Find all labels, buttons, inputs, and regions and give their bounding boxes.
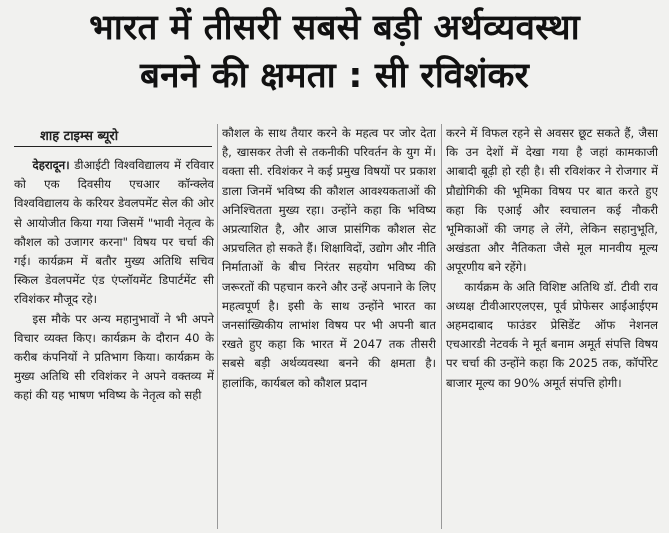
dateline: देहरादून। [32,158,70,172]
column-1-paragraph-2: इस मौके पर अन्य महानुभावों ने भी अपने विचार व्यक्त किए। कार्यक्रम के दौरान 40 के करीब कंपनियों ने प्रतिभाग किया। कार्यक्रम के मुख्य अतिथि सी रविशंकर ने अपने वक्तव्य में कहां की यह भाषण भविष्य के नेतृत्व को सही [14,311,214,403]
article-column-2 [222,124,436,531]
article-column-1 [14,156,214,531]
column-3-paragraph-2: कार्यक्रम के अति विशिष्ट अतिथि डॉ. टीवी राव अध्यक्ष टीवीआरएलएस, पूर्व प्रोफेसर आईआईएम अहमदाबाद फाउंडर प्रेसिडेंट ऑफ नेशनल एचआरडी नेटवर्क ने मूर्त बनाम अमूर्त संपत्ति विषय पर चर्चा की उन्होंने कहा कि 2025 तक, कॉर्पोरेट बाजार मूल्य का 90% अमूर्त संपत्ति होगी। [446,279,658,390]
column-1-paragraph-1 [14,156,214,310]
column-divider-1 [217,124,218,529]
column-1-paragraph-1-text: डीआईटी विश्वविद्यालय में रविवार को एक दिवसीय एचआर कॉन्क्लेव विश्वविद्यालय के करियर डेवलपमेंट सेल की ओर से आयोजीत किया गया जिसमें "भावी नेतृत्व के कौशल को उजागर करना" विषय पर चर्चा की गई। कार्यक्रम में बतौर मुख्य अतिथि सचिव स्किल डेवलपमेंट एंड एंप्लॉयमेंट डिपार्टमेंट सी रविशंकर मौजूद रहे। [14,158,214,307]
headline-line-2: बनने की क्षमता : सी रविशंकर [139,56,530,96]
column-2-paragraph-1: कौशल के साथ तैयार करने के महत्व पर जोर देता है, खासकर तेजी से तकनीकी परिवर्तन के युग में। वक्ता सी. रविशंकर ने कई प्रमुख विषयों पर प्रकाश डाला जिनमें भविष्य की कौशल आवश्यकताओं की अनिश्चितता मुख्य रहा। उन्होंने कहा कि भविष्य अप्रत्याशित है, और आज प्रासंगिक कौशल सेट अप्रचलित हो सकते हैं। शिक्षाविदों, उद्योग और नीति निर्माताओं के बीच निरंतर सहयोग भविष्य की जरूरतों की पहचान करने और उन्हें अपनाने के लिए महत्वपूर्ण है। इसी के साथ उन्होंने भारत का जनसांख्यिकीय लाभांश विषय पर भी अपनी बात रखते हुए कहा कि भारत में 2047 तक तीसरी सबसे बड़ी अर्थव्यवस्था बनने की क्षमता है। हालांकि, कार्यबल को कौशल प्रदान [222,126,436,390]
column-divider-2 [441,124,442,529]
headline-line-1: भारत में तीसरी सबसे बड़ी अर्थव्यवस्था [89,8,580,48]
byline-rule [14,146,212,147]
column-3-paragraph-1: करने में विफल रहने से अवसर छूट सकते हैं, जैसा कि उन देशों में देखा गया है जहां कामकाजी आबादी बूढ़ी हो रही है। सी रविशंकर ने रोजगार में प्रौद्योगिकी की भूमिका विषय पर बात करते हुए कहा कि एआई और स्वचालन कई नौकरी भूमिकाओं की जगह ले लेंगे, लेकिन सहानुभूति, अखंडता और नैतिकता जैसे मूल मानवीय मूल्य अपूरणीय बने रहेंगे। [446,126,658,275]
headline [0,4,669,100]
article-column-3 [446,124,658,531]
byline: शाह टाइम्स ब्यूरो [40,129,119,144]
